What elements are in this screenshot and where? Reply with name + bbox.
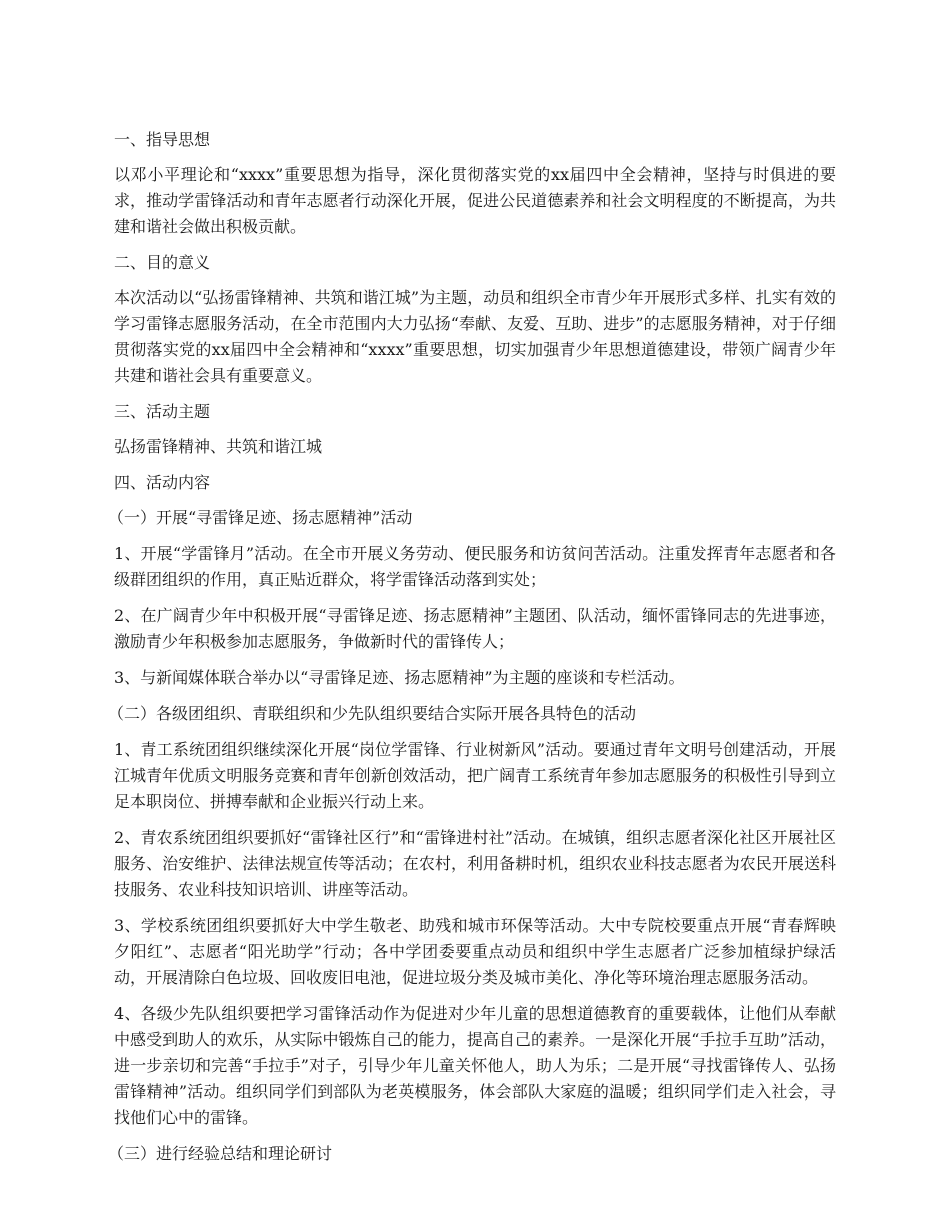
subheading: （二）各级团组织、青联组织和少先队组织要结合实际开展各具特色的活动 [108,704,637,723]
paragraph: 以邓小平理论和“xxxx”重要思想为指导，深化贯彻落实党的xx届四中全会精神，坚持与时俱进的要求，推动学雷锋活动和青年志愿者行动深化开展，促进公民道德素养和社会文明程度的不断提高，为共建和谐社会做出积极贡献。 [114,165,836,236]
paragraph: 1、青工系统团组织继续深化开展“岗位学雷锋、行业树新风”活动。要通过青年文明号创建活动，开展江城青年优质文明服务竞赛和青年创新创效活动，把广阔青工系统青年参加志愿服务的积极性引导到立足本职岗位、拼搏奉献和企业振兴行动上来。 [114,740,836,811]
section-heading: 三、活动主题 [114,402,211,421]
section-heading: 一、指导思想 [114,130,211,149]
paragraph: 3、与新闻媒体联合举办以“寻雷锋足迹、扬志愿精神”为主题的座谈和专栏活动。 [114,668,685,687]
subheading: （三）进行经验总结和理论研讨 [108,1144,333,1163]
paragraph: 2、青农系统团组织要抓好“雷锋社区行”和“雷锋进村社”活动。在城镇，组织志愿者深化社区开展社区服务、治安维护、法律法规宣传等活动；在农村，利用备耕时机，组织农业科技志愿者为农民开展送科技服务、农业科技知识培训、讲座等活动。 [114,828,836,899]
paragraph: 4、各级少先队组织要把学习雷锋活动作为促进对少年儿童的思想道德教育的重要载体，让他们从奉献中感受到助人的欢乐，从实际中锻炼自己的能力，提高自己的素养。一是深化开展“手拉手互助”活动，进一步亲切和完善“手拉手”对子，引导少年儿童关怀他人，助人为乐；二是开展“寻找雷锋传人、弘扬雷锋精神”活动。组织同学们到部队为老英模服务，体会部队大家庭的温暖；组织同学们走入社会，寻找他们心中的雷锋。 [114,1004,836,1127]
paragraph: 2、在广阔青少年中积极开展“寻雷锋足迹、扬志愿精神”主题团、队活动，缅怀雷锋同志的先进事迹，激励青少年积极参加志愿服务，争做新时代的雷锋传人； [114,606,836,651]
paragraph: 1、开展“学雷锋月”活动。在全市开展义务劳动、便民服务和访贫问苦活动。注重发挥青年志愿者和各级群团组织的作用，真正贴近群众，将学雷锋活动落到实处； [114,544,836,589]
section-heading: 四、活动内容 [114,473,211,492]
section-heading: 二、目的意义 [114,253,211,272]
subheading: （一）开展“寻雷锋足迹、扬志愿精神”活动 [108,508,413,527]
paragraph: 3、学校系统团组织要抓好大中学生敬老、助残和城市环保等活动。大中专院校要重点开展“青春辉映夕阳红”、志愿者“阳光助学”行动；各中学团委要重点动员和组织中学生志愿者广泛参加植绿护绿活动，开展清除白色垃圾、回收废旧电池，促进垃圾分类及城市美化、净化等环境治理志愿服务活动。 [114,916,836,987]
paragraph: 本次活动以“弘扬雷锋精神、共筑和谐江城”为主题，动员和组织全市青少年开展形式多样、扎实有效的学习雷锋志愿服务活动，在全市范围内大力弘扬“奉献、友爱、互助、进步”的志愿服务精神，对于仔细贯彻落实党的xx届四中全会精神和“xxxx”重要思想，切实加强青少年思想道德建设，带领广阔青少年共建和谐社会具有重要意义。 [114,288,836,385]
paragraph: 弘扬雷锋精神、共筑和谐江城 [114,437,323,456]
document-body [108,127,836,1177]
